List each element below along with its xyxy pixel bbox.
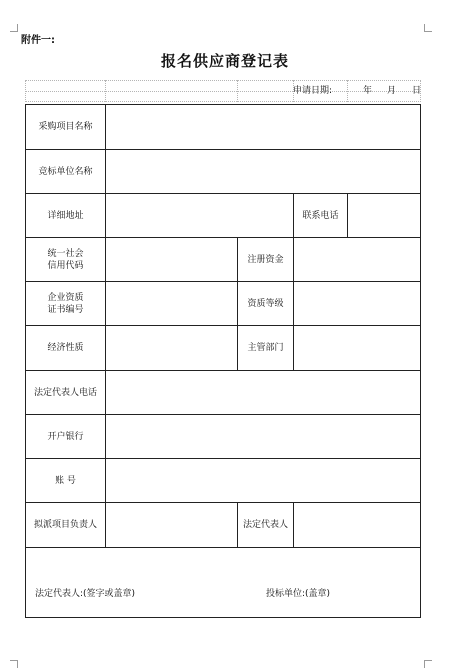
bidder-name-field[interactable]: [106, 150, 421, 194]
qualification-grade-field[interactable]: [294, 282, 421, 326]
legal-rep-phone-label: 法定代表人电话: [26, 371, 106, 415]
table-row: [26, 459, 421, 503]
address-label: 详细地址: [26, 194, 106, 238]
phone-field[interactable]: [348, 194, 421, 238]
dotted-line: [347, 80, 348, 102]
supervising-dept-label: 主管部门: [238, 326, 294, 371]
date-day: 日: [412, 86, 422, 96]
registered-capital-label: 注册资金: [238, 238, 294, 282]
table-row: [26, 282, 421, 326]
registration-form-table: [25, 104, 421, 618]
legal-rep-phone-field[interactable]: [106, 371, 421, 415]
credit-code-field[interactable]: [106, 238, 238, 282]
dotted-line: [25, 80, 26, 102]
table-row: [26, 548, 421, 618]
page-corner-mark: [10, 660, 18, 668]
qualification-cert-field[interactable]: [106, 282, 238, 326]
legal-rep-signature: 法定代表人:(签字或盖章): [35, 589, 136, 599]
address-field[interactable]: [106, 194, 294, 238]
economic-nature-label: 经济性质: [26, 326, 106, 371]
bidder-seal: 投标单位:(盖章): [266, 589, 331, 599]
qualification-cert-label-line1: 企业资质: [47, 292, 84, 303]
qualification-grade-label: 资质等级: [238, 282, 294, 326]
project-manager-label: 拟派项目负责人: [26, 503, 106, 548]
registered-capital-field[interactable]: [294, 238, 421, 282]
bank-label: 开户银行: [26, 415, 106, 459]
dotted-line: [237, 80, 238, 102]
date-month: 月: [387, 86, 397, 96]
page-corner-mark: [10, 24, 18, 32]
table-row: [26, 415, 421, 459]
table-row: [26, 371, 421, 415]
table-row: [26, 503, 421, 548]
project-name-field[interactable]: [106, 105, 421, 150]
credit-code-label-line1: 统一社会: [47, 248, 84, 259]
bidder-name-label: 竞标单位名称: [26, 150, 106, 194]
dotted-line: [25, 80, 421, 81]
date-label: 申请日期:: [293, 86, 333, 96]
signature-cell: [26, 548, 421, 618]
qualification-cert-label: [26, 282, 106, 326]
page-title: 报名供应商登记表: [160, 52, 289, 70]
project-manager-field[interactable]: [106, 503, 238, 548]
page-corner-mark: [424, 660, 432, 668]
date-row: [25, 80, 421, 102]
legal-rep-field[interactable]: [294, 503, 421, 548]
qualification-cert-label-line2: 证书编号: [47, 304, 84, 315]
economic-nature-field[interactable]: [106, 326, 238, 371]
dotted-line: [25, 101, 421, 102]
bank-field[interactable]: [106, 415, 421, 459]
account-label: 账 号: [26, 459, 106, 503]
date-year: 年: [363, 86, 373, 96]
credit-code-label-line2: 信用代码: [47, 260, 84, 271]
table-row: [26, 194, 421, 238]
table-row: [26, 105, 421, 150]
credit-code-label: [26, 238, 106, 282]
dotted-line: [25, 91, 421, 92]
page-corner-mark: [424, 24, 432, 32]
table-row: [26, 150, 421, 194]
phone-label: 联系电话: [294, 194, 348, 238]
account-field[interactable]: [106, 459, 421, 503]
attachment-label: 附件一:: [21, 35, 55, 46]
table-row: [26, 238, 421, 282]
legal-rep-label: 法定代表人: [238, 503, 294, 548]
table-row: [26, 326, 421, 371]
project-name-label: 采购项目名称: [26, 105, 106, 150]
dotted-line: [105, 80, 106, 102]
supervising-dept-field[interactable]: [294, 326, 421, 371]
